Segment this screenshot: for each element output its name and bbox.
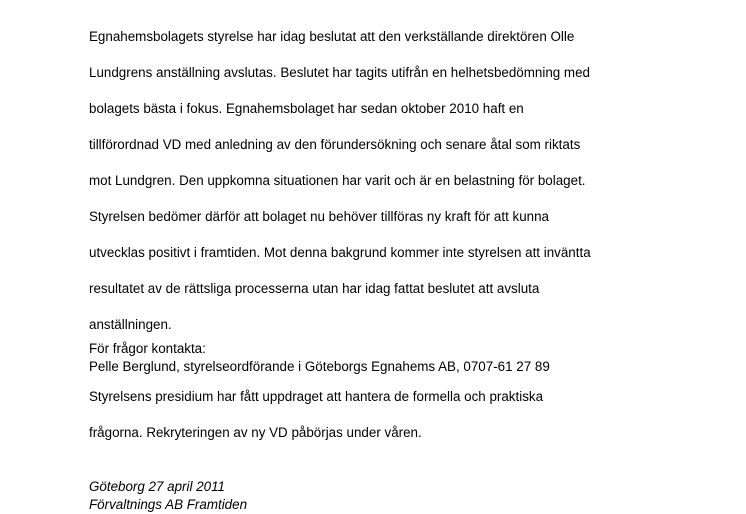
text-line: Styrelsens presidium har fått uppdraget att hantera de formella och praktiska (89, 389, 544, 404)
paragraph-decision (89, 10, 729, 352)
text-line: frågorna. Rekryteringen av ny VD påbörjas under våren. (89, 425, 422, 440)
text-line: Egnahemsbolagets styrelse har idag beslutat att den verkställande direktören Olle (89, 29, 575, 44)
signature-block (89, 478, 729, 514)
press-release-body (89, 10, 729, 514)
text-line: resultatet av de rättsliga processerna utan har idag fattat beslutet att avsluta (89, 281, 540, 296)
contact-heading: För frågor kontakta: (89, 341, 206, 356)
text-line: anställningen. (89, 317, 172, 332)
text-line: utvecklas positivt i framtiden. Mot denna bakgrund kommer inte styrelsen att inväntta (89, 245, 591, 260)
text-line: Lundgrens anställning avslutas. Beslutet har tagits utifrån en helhetsbedömning med (89, 65, 590, 80)
text-line: bolagets bästa i fokus. Egnahemsbolaget har sedan oktober 2010 haft en (89, 101, 524, 116)
text-line: tillförordnad VD med anledning av den förundersökning och senare åtal som riktats (89, 137, 581, 152)
signature-organization: Förvaltnings AB Framtiden (89, 497, 248, 512)
text-line: mot Lundgren. Den uppkomna situationen har varit och är en belastning för bolaget. (89, 173, 586, 188)
signature-place-date: Göteborg 27 april 2011 (89, 479, 225, 494)
contact-block (89, 340, 729, 376)
text-line: Styrelsen bedömer därför att bolaget nu behöver tillföras ny kraft för att kunna (89, 209, 549, 224)
contact-person: Pelle Berglund, styrelseordförande i Göteborgs Egnahems AB, 0707-61 27 89 (89, 359, 550, 374)
paragraph-recruitment (89, 370, 729, 460)
